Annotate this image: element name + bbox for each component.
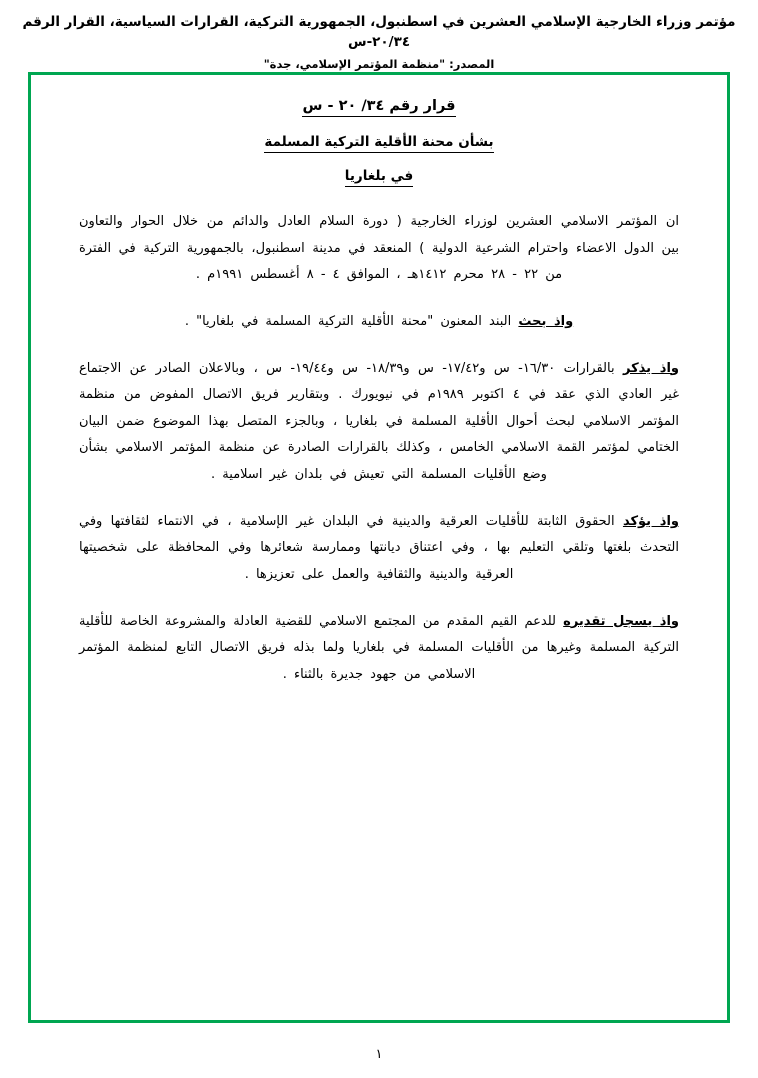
paragraph-text: الحقوق الثابتة للأقليات العرقية والدينية في البلدان غير الإسلامية ، في الانتماء لثقافتها وفي التحدث بلغتها وتلقي التعليم بها ، وفي اعتناق ديانتها وممارسة شعائرها وفي المحافظة على شخصيتها العرقية والدينية والثقافية والعمل على تعزيزها . xyxy=(79,513,679,583)
paragraph-text: ان المؤتمر الاسلامي العشرين لوزراء الخارجية ( دورة السلام العادل والدائم من خلال الحوار والتعاون بين الدول الاعضاء واحترام الشرعية الدولية ) المنعقد في مدينة اسطنبول، بالجمهورية التركية في الفترة من ٢٢ - ٢٨ محرم ١٤١٢هـ ، الموافق ٤ - ٨ أغسطس ١٩٩١م . xyxy=(79,214,679,283)
paragraph-lead: واذ يذكر xyxy=(623,360,680,376)
resolution-subject-line-1: بشأن محنة الأقلية التركية المسلمة xyxy=(264,134,493,153)
paragraph-lead: واذ يسجل تقديره xyxy=(563,613,679,629)
paragraph-lead: واذ بحث xyxy=(518,313,574,329)
title-block xyxy=(79,95,679,187)
paragraph-recalling xyxy=(79,356,679,489)
paragraph-preamble xyxy=(79,209,679,289)
document-header xyxy=(0,0,758,71)
paragraph-text: للدعم القيم المقدم من المجتمع الاسلامي للقضية العادلة والمشروعة الخاصة للأقلية التركية المسلمة وغيرها من الأقليات المسلمة في بلغاريا ولما بذله فريق الاتصال التابع لمنظمة المؤتمر الاسلامي من جهود جديرة بالثناء . xyxy=(79,613,679,682)
resolution-subject-line-2: في بلغاريا xyxy=(345,168,413,187)
paragraph-affirming xyxy=(79,509,679,589)
document-frame xyxy=(28,72,730,1023)
header-title: مؤتمر وزراء الخارجية الإسلامي العشرين في اسطنبول، الجمهورية التركية، القرارات السياسية، القرار الرقم ٢٠/٣٤-س xyxy=(22,14,736,51)
paragraph-lead: واذ يؤكد xyxy=(622,513,679,529)
paragraph-considering-1 xyxy=(79,309,679,336)
resolution-number: قرار رقم ٣٤/ ٢٠ - س xyxy=(302,98,455,117)
page-number: ١ xyxy=(375,1047,383,1062)
header-source: المصدر: "منظمة المؤتمر الإسلامي، جدة" xyxy=(263,56,495,71)
document-body xyxy=(31,75,727,699)
paragraph-text: البند المعنون "محنة الأقلية التركية المسلمة في بلغاريا" . xyxy=(184,313,512,329)
paragraph-appreciation xyxy=(79,609,679,689)
paragraph-text: بالقرارات ١٦/٣٠- س و١٧/٤٢- س و١٨/٣٩- س و١٩/٤٤- س ، وبالاعلان الصادر عن الاجتماع غير العادي الذي عقد في ٤ اكتوبر ١٩٨٩م في نيويورك . وبتقارير فريق الاتصال المفوض من منظمة المؤتمر الاسلامي لبحث أحوال الأقلية المسلمة في بلغاريا ، وبالجزء المتصل بهذا الموضوع ضمن البيان الختامي لمؤتمر القمة الاسلامي الخامس ، وكذلك بالقرارات الصادرة عن منظمة المؤتمر الاسلامي بشأن وضع الأقليات المسلمة التي تعيش في بلدان غير اسلامية . xyxy=(79,360,680,483)
